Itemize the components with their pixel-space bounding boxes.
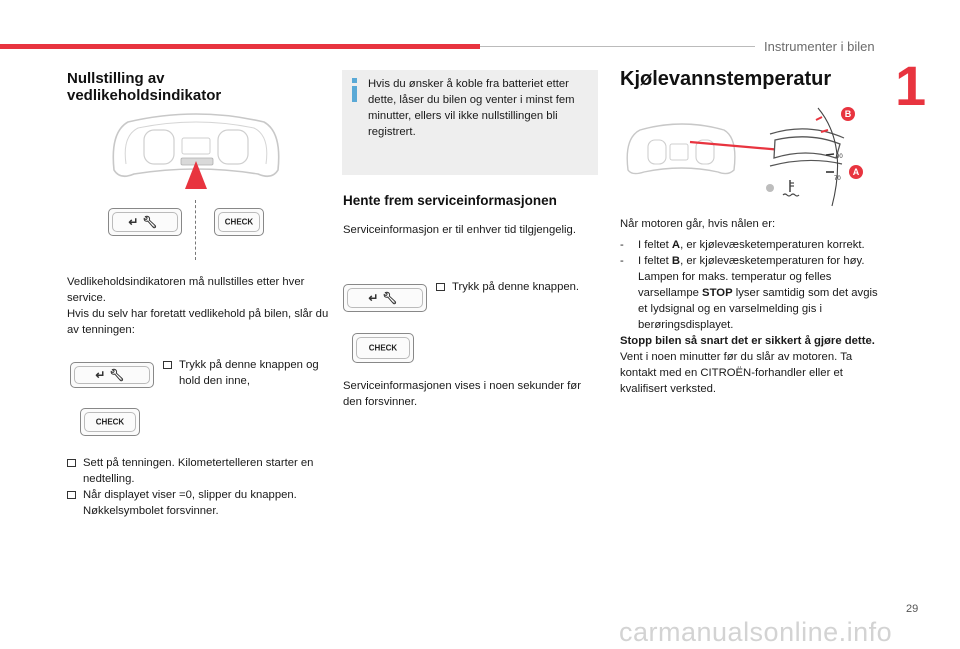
left-step-press: Trykk på denne knappen og hold den inne, [163, 357, 323, 389]
middle-result: Serviceinformasjonen vises i noen sekunder før den forsvinner. [343, 380, 581, 408]
gauge-tick-70: 70 [834, 176, 841, 182]
arrow-return-icon: ↵ [128, 215, 143, 229]
wrench-icon: 🔧︎ [382, 291, 402, 305]
check-label: CHECK [224, 217, 254, 227]
pointer-dashed-line [195, 200, 196, 260]
step-ignition: Sett på tenningen. Kilometertelleren starter en nedtelling. [67, 455, 329, 487]
gauge-label-b: B [844, 109, 852, 119]
reset-button-illustration-2 [70, 362, 154, 388]
middle-step-press: Trykk på denne knappen. [436, 279, 596, 295]
info-text: Hvis du ønsker å koble fra batteriet etter dette, låser du bilen og venter i minst fem minutter, ellers vil ikke nullstillingen bli registrert. [368, 78, 575, 138]
coolant-temperature-icon [783, 180, 799, 196]
page-number: 29 [906, 603, 919, 615]
left-title: Nullstilling av vedlikeholdsindikator [67, 70, 222, 104]
coolant-gauge-illustration [620, 100, 870, 210]
reset-button-illustration-3 [343, 284, 427, 312]
left-steps [67, 455, 329, 519]
header-gray-line [480, 46, 755, 47]
left-intro [67, 274, 329, 338]
item-a: - I feltet A, er kjølevæsketemperaturen korrekt. [620, 237, 880, 253]
step-display: Når displayet viser =0, slipper du knappen. Nøkkelsymbolet forsvinner. [67, 487, 329, 519]
middle-available: Serviceinformasjon er til enhver tid tilgjengelig. [343, 224, 576, 236]
advice-text: Vent i noen minutter før du slår av motoren. Ta kontakt med en CITROËN-forhandler eller et kvalifisert verksted. [620, 351, 853, 395]
up-arrow-icon [184, 160, 208, 190]
wrench-icon: 🔧︎ [142, 215, 162, 229]
warning-text: Stopp bilen så snart det er sikkert å gjøre dette. [620, 335, 875, 347]
right-body [620, 237, 880, 397]
item-b: - I feltet B, er kjølevæsketemperaturen for høy. Lampen for maks. temperatur og felles varsellampe STOP lyser samtidig som det avgis et lydsignal og en varselmelding gis i berøringsdisplayet. [620, 253, 880, 333]
header-red-bar [0, 44, 480, 49]
gauge-label-a: A [852, 167, 860, 177]
section-title: Instrumenter i bilen [764, 39, 875, 54]
gauge-tick-90: 90 [836, 154, 843, 160]
status-dot-icon [766, 184, 774, 192]
reset-button-illustration [108, 208, 182, 236]
wrench-icon: 🔧︎ [109, 368, 129, 382]
right-title: Kjølevannstemperatur [620, 68, 832, 90]
info-icon [352, 78, 358, 102]
check-button-illustration-3 [352, 333, 414, 363]
arrow-return-icon: ↵ [95, 368, 110, 382]
intro-line-1: Vedlikeholdsindikatoren må nullstilles etter hver service. [67, 276, 305, 304]
check-label: CHECK [95, 417, 125, 427]
middle-subtitle: Hente frem serviceinformasjonen [343, 193, 557, 208]
intro-line-2: Hvis du selv har foretatt vedlikehold på bilen, slår du av tenningen: [67, 308, 329, 336]
check-label: CHECK [368, 343, 398, 353]
check-button-illustration-2 [80, 408, 140, 436]
watermark: carmanualsonline.info [619, 617, 893, 647]
check-button-illustration [214, 208, 264, 236]
chapter-number: 1 [895, 54, 927, 117]
arrow-return-icon: ↵ [368, 291, 383, 305]
right-intro: Når motoren går, hvis nålen er: [620, 218, 776, 230]
